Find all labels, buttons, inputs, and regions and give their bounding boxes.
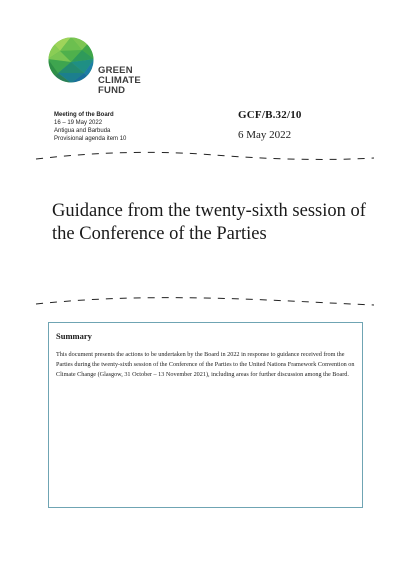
logo-line-climate: CLIMATE xyxy=(98,75,141,86)
logo-wordmark xyxy=(98,66,141,96)
document-reference xyxy=(238,109,302,141)
globe-logo-icon xyxy=(48,37,94,83)
meeting-details xyxy=(54,111,224,143)
bottom-wave-divider xyxy=(34,294,376,308)
meeting-dates: 16 – 19 May 2022 xyxy=(54,120,103,126)
page-title: Guidance from the twenty-sixth session of the Conference of the Parties xyxy=(52,201,366,244)
summary-heading: Summary xyxy=(56,331,92,341)
logo-line-green: GREEN xyxy=(98,65,133,76)
meeting-location: Antigua and Barbuda xyxy=(54,128,111,134)
summary-box xyxy=(48,322,363,508)
document-date: 6 May 2022 xyxy=(238,129,292,141)
gcf-logo xyxy=(48,37,148,99)
top-wave-divider xyxy=(34,149,376,163)
meeting-agenda-item: Provisional agenda item 10 xyxy=(54,136,127,142)
document-code: GCF/B.32/10 xyxy=(238,109,302,121)
logo-line-fund: FUND xyxy=(98,85,126,96)
summary-body: This document presents the actions to be undertaken by the Board in 2022 in response to guidance received from the Parties during the twenty-sixth session of the Conference of the Parties to the United Nations Framework Convention on Climate Change (Glasgow, 31 October – 13 November 2021), including areas for further discussion among the Board. xyxy=(56,351,355,379)
meeting-title: Meeting of the Board xyxy=(54,112,114,118)
